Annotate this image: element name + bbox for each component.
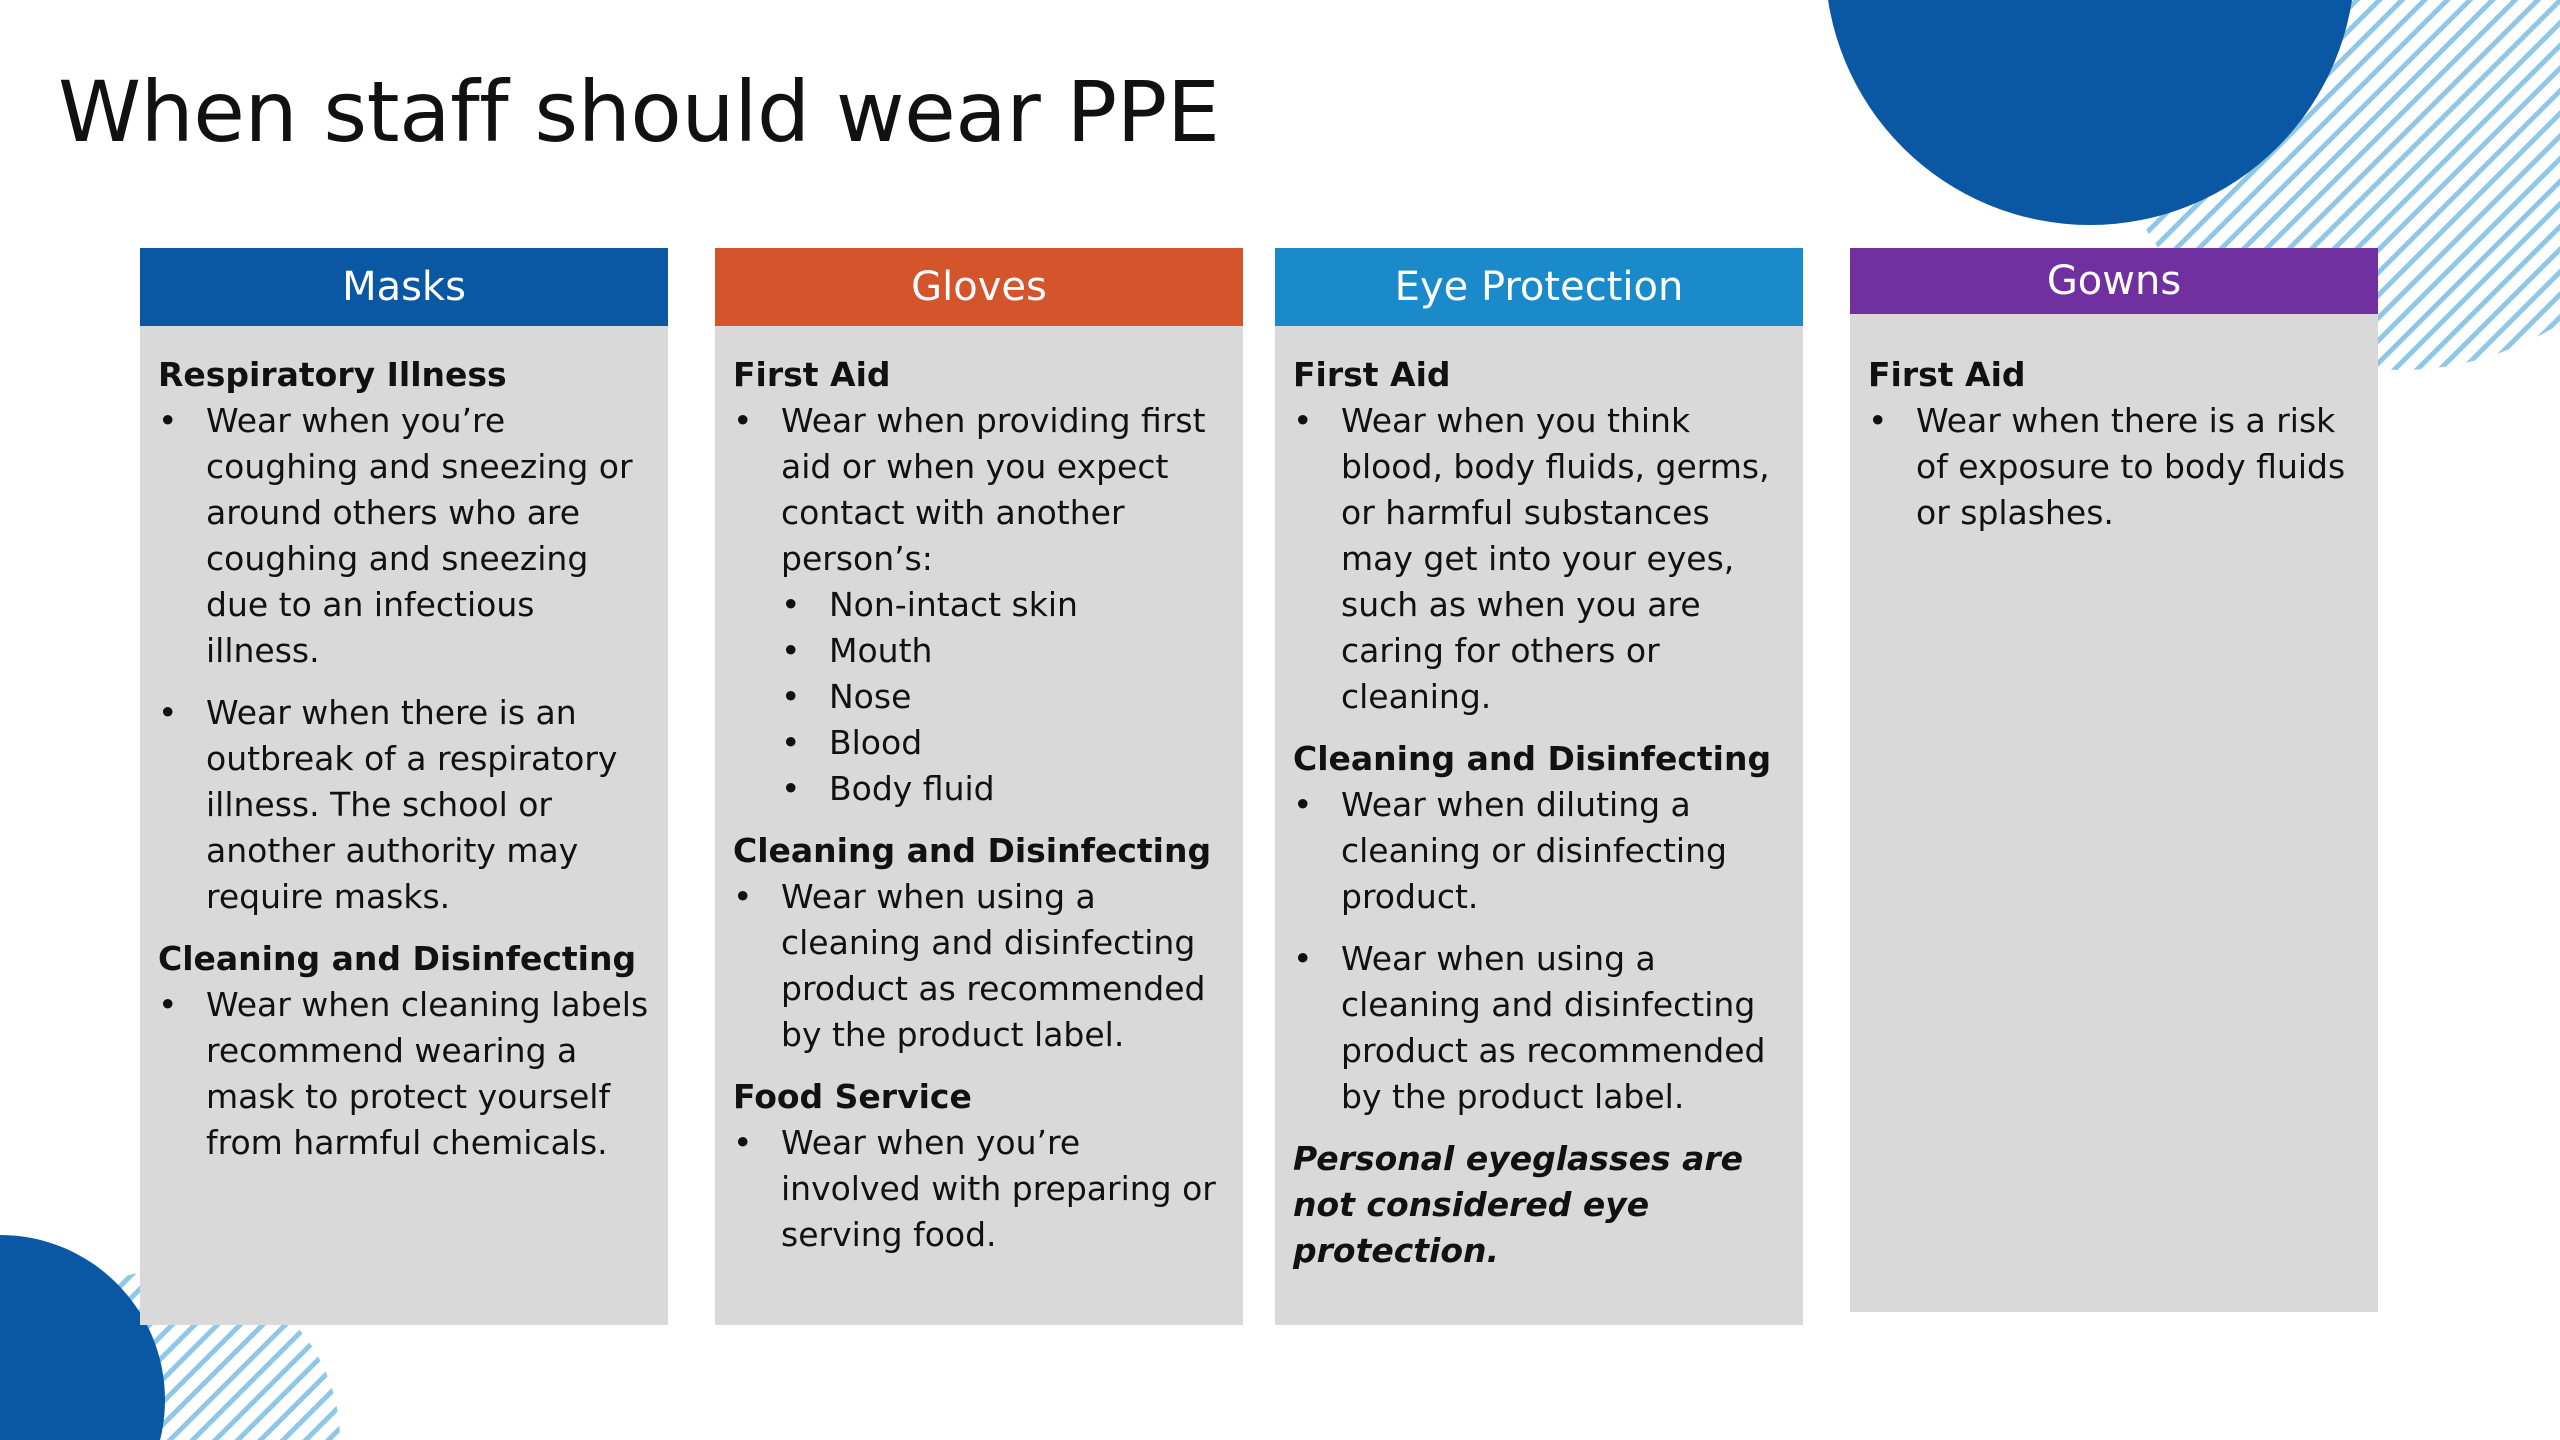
column-header-gowns: Gowns	[1850, 248, 2378, 314]
section-first-aid	[1293, 352, 1785, 720]
column-gloves	[715, 248, 1243, 1325]
section-title: Cleaning and Disinfecting	[733, 831, 1212, 870]
sub-bullet-item: • Body fluid	[733, 766, 1225, 812]
bullet-item: • Wear when using a cleaning and disinfecting product as recommended by the product label.	[1293, 936, 1785, 1120]
bullet-item: • Wear when there is a risk of exposure to body fluids or splashes.	[1868, 398, 2360, 536]
section-title: Cleaning and Disinfecting	[1293, 739, 1772, 778]
section-title: First Aid	[733, 355, 891, 394]
column-body-masks	[140, 326, 668, 1166]
column-header-eye-protection: Eye Protection	[1275, 248, 1803, 326]
bullet-item: • Wear when using a cleaning and disinfecting product as recommended by the product label.	[733, 874, 1225, 1058]
section-title: Food Service	[733, 1077, 972, 1116]
bullet-item: • Wear when diluting a cleaning or disinfecting product.	[1293, 782, 1785, 920]
section-title: Cleaning and Disinfecting	[158, 939, 637, 978]
column-masks	[140, 248, 668, 1325]
sub-bullet-item: • Mouth	[733, 628, 1225, 674]
section-cleaning-disinfecting	[1293, 736, 1785, 1120]
section-cleaning-disinfecting	[158, 936, 650, 1166]
section-food-service	[733, 1074, 1225, 1258]
bullet-item: • Wear when cleaning labels recommend wearing a mask to protect yourself from harmful chemicals.	[158, 982, 650, 1166]
ppe-columns	[140, 248, 2378, 1328]
section-cleaning-disinfecting	[733, 828, 1225, 1058]
bullet-item: • Wear when you’re involved with preparing or serving food.	[733, 1120, 1225, 1258]
column-header-masks: Masks	[140, 248, 668, 326]
column-body-eye-protection	[1275, 326, 1803, 1274]
column-body-gowns	[1850, 314, 2378, 536]
column-body-gloves	[715, 326, 1243, 1258]
bullet-text: Wear when providing first aid or when you expect contact with another person’s:	[781, 401, 1206, 578]
sub-bullet-item: • Blood	[733, 720, 1225, 766]
section-title: Respiratory Illness	[158, 355, 507, 394]
bullet-item	[733, 398, 1225, 812]
column-eye-protection	[1275, 248, 1803, 1325]
sub-bullet-item: • Nose	[733, 674, 1225, 720]
sub-bullet-item: • Non-intact skin	[733, 582, 1225, 628]
eyeglasses-note: Personal eyeglasses are not considered eye protection.	[1293, 1139, 1744, 1270]
bullet-item: • Wear when you think blood, body fluids, germs, or harmful substances may get into your eyes, such as when you are caring for others or cleaning.	[1293, 398, 1785, 720]
section-title: First Aid	[1868, 355, 2026, 394]
section-title: First Aid	[1293, 355, 1451, 394]
sub-bullet-list	[733, 582, 1225, 812]
page-title: When staff should wear PPE	[58, 63, 1220, 161]
section-first-aid	[733, 352, 1225, 812]
section-first-aid	[1868, 352, 2360, 536]
section-respiratory-illness	[158, 352, 650, 920]
column-header-gloves: Gloves	[715, 248, 1243, 326]
column-gowns	[1850, 248, 2378, 1312]
bullet-item: • Wear when you’re coughing and sneezing or around others who are coughing and sneezing due to an infectious illness.	[158, 398, 650, 674]
bullet-item: • Wear when there is an outbreak of a respiratory illness. The school or another authority may require masks.	[158, 690, 650, 920]
